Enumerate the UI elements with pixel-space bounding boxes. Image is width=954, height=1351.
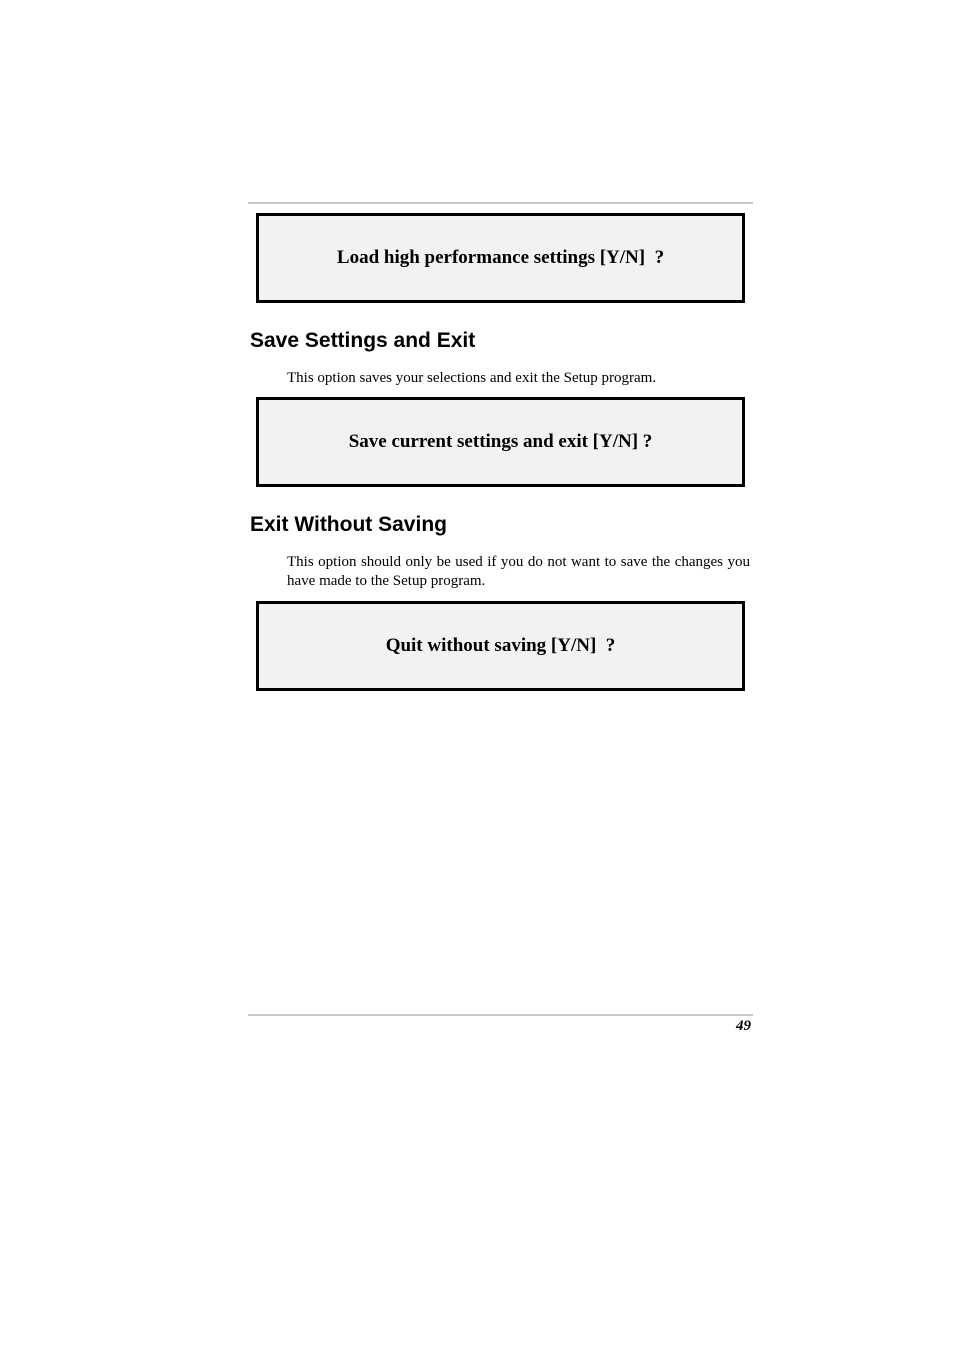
save-settings-heading: Save Settings and Exit [250, 329, 476, 352]
header-rule [248, 202, 753, 204]
save-settings-description: This option saves your selections and exit the Setup program. [287, 370, 657, 386]
load-high-performance-prompt-text: Load high performance settings [Y/N] ? [336, 247, 665, 268]
save-and-exit-prompt-box [256, 397, 745, 487]
load-high-performance-prompt-box [256, 213, 745, 303]
quit-without-saving-prompt-text: Quit without saving [Y/N] ? [385, 635, 616, 656]
quit-without-saving-prompt-box [256, 601, 745, 691]
save-and-exit-prompt-text: Save current settings and exit [Y/N] ? [348, 431, 653, 452]
exit-without-saving-heading: Exit Without Saving [250, 513, 447, 536]
page-number: 49 [736, 1018, 751, 1034]
footer-rule [248, 1014, 753, 1016]
exit-without-saving-description: This option should only be used if you do not want to save the changes you have made to the Setup program. [287, 554, 750, 589]
